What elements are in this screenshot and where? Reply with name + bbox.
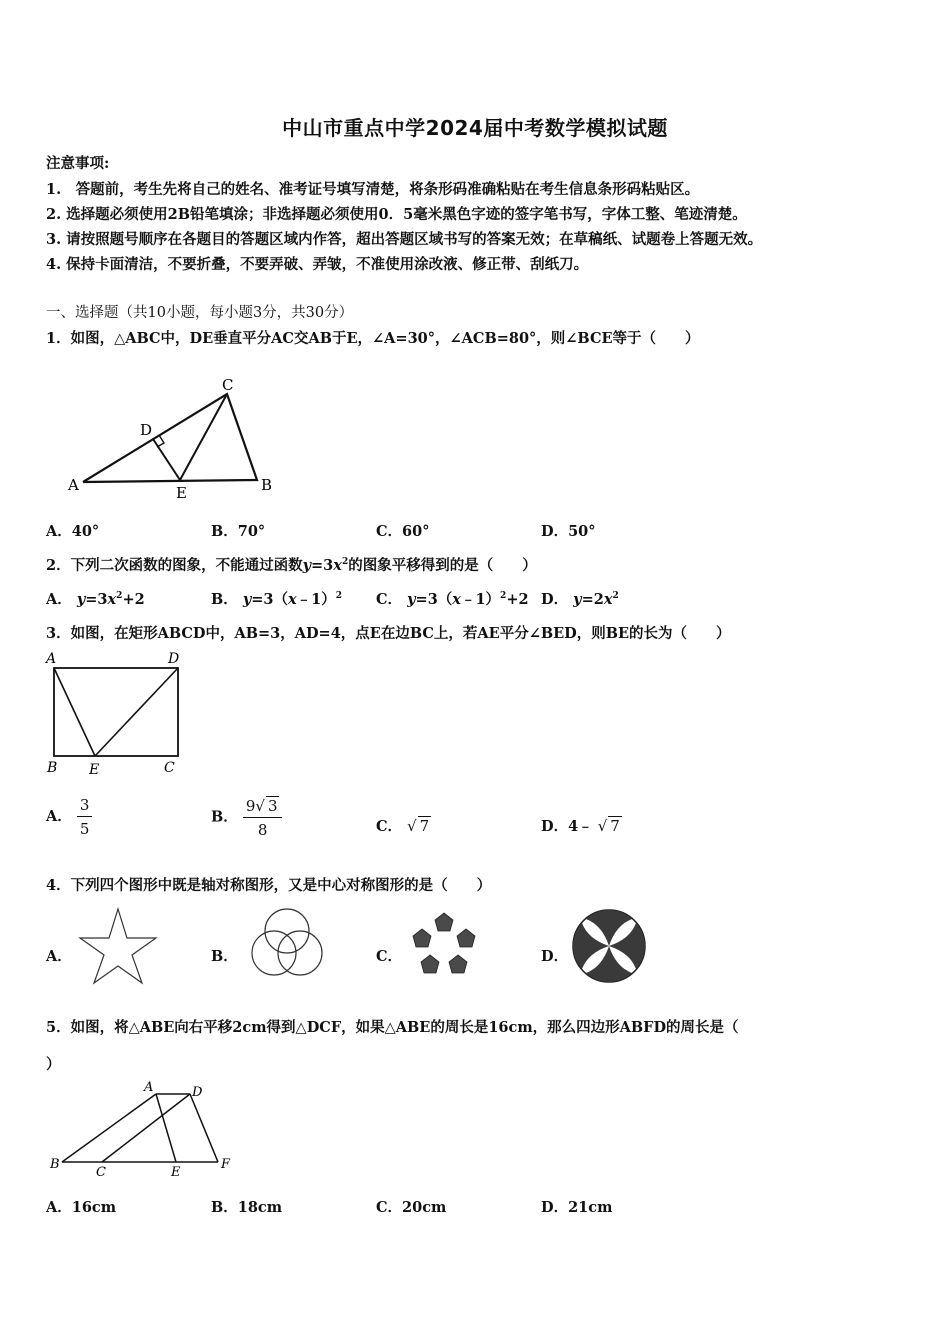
option-b: B． [211, 948, 238, 965]
parallelogram-figure [44, 1078, 244, 1180]
label-e: E [171, 1165, 181, 1180]
star-figure [76, 905, 160, 985]
pentagons-figure [404, 905, 484, 985]
label-c: C [164, 760, 175, 776]
label-d: D [192, 1085, 203, 1100]
notice-item: 1. 答题前，考生先将自己的姓名、准考证号填写清楚，将条形码准确粘贴在考生信息条形码粘贴区。 [46, 181, 700, 198]
label-b: B [47, 760, 58, 776]
label-d: D [168, 651, 180, 667]
option-c: C．60° [376, 523, 430, 540]
label-a: A [144, 1080, 154, 1095]
notice-heading: 注意事项: [46, 155, 110, 172]
question-3-stem: 3．如图，在矩形ABCD中，AB=3，AD=4，点E在边BC上，若AE平分∠BED，则BE的长为（ ） [46, 625, 731, 642]
question-4-stem: 4．下列四个图形中既是轴对称图形，又是中心对称图形的是（ ） [46, 877, 492, 894]
option-a: A．40° [46, 523, 100, 540]
label-e: E [89, 762, 100, 778]
page-title: 中山市重点中学2024届中考数学模拟试题 [282, 116, 668, 140]
option-d: D． $y=2x^2$ [541, 591, 619, 608]
question-2-stem: 2．下列二次函数的图象，不能通过函数$y=3x^2$的图象平移得到的是（ ） [46, 557, 537, 574]
label-e: E [176, 484, 187, 502]
label-d: D [140, 421, 153, 439]
option-b: B． $\frac{9√ 3}{8}$ [211, 796, 282, 839]
option-a: A． [46, 948, 72, 965]
triangle-abc-figure [60, 372, 290, 502]
section-heading: 一、选择题（共10小题，每小题3分，共30分） [46, 305, 354, 321]
option-d: D．4﹣ √ 7 [541, 817, 620, 835]
circle-petals-figure [568, 905, 650, 987]
label-a: A [46, 651, 57, 667]
question-5-stem: 5．如图，将△ABE向右平移2cm得到△DCF，如果△ABE的周长是16cm，那么四边形ABFD的周长是（ [46, 1019, 739, 1036]
question-5-stem-cont: ） [46, 1056, 61, 1073]
notice-item: 4. 保持卡面清洁，不要折叠，不要弄破、弄皱，不准使用涂改液、修正带、刮纸刀。 [46, 256, 589, 273]
label-b: B [261, 476, 273, 494]
rectangle-abcd-figure [42, 648, 192, 780]
option-b: B．70° [211, 523, 266, 540]
option-a: A． $\frac{3}{5}$ [46, 796, 92, 838]
label-a: A [68, 476, 79, 494]
option-a: A．16cm [46, 1199, 117, 1216]
option-c: C． y=3（x﹣1）$^2$+2 [376, 591, 529, 608]
option-d: D．50° [541, 523, 596, 540]
question-1-stem: 1．如图，△ABC中，DE垂直平分AC交AB于E，∠A=30°，∠ACB=80°，则∠BCE等于（ ） [46, 330, 700, 347]
option-a: A． $y=3x^2+2$ [46, 591, 145, 608]
option-b: B． y=3（x﹣1）$^2$ [211, 591, 343, 608]
label-b: B [50, 1157, 60, 1172]
three-circles-figure [242, 905, 332, 985]
option-c: C． √ 7 [376, 817, 430, 835]
notice-item: 3. 请按照题号顺序在各题目的答题区域内作答，超出答题区域书写的答案无效；在草稿纸、试题卷上答题无效。 [46, 231, 763, 248]
option-d: D． [541, 948, 569, 965]
option-b: B．18cm [211, 1199, 283, 1216]
notice-item: 2. 选择题必须使用2B铅笔填涂；非选择题必须使用0．5毫米黑色字迹的签字笔书写，字体工整、笔迹清楚。 [46, 206, 747, 223]
option-d: D．21cm [541, 1199, 613, 1216]
option-c: C． [376, 948, 403, 965]
label-f: F [221, 1157, 231, 1172]
label-c: C [222, 376, 234, 394]
option-c: C．20cm [376, 1199, 447, 1216]
label-c: C [96, 1165, 106, 1180]
